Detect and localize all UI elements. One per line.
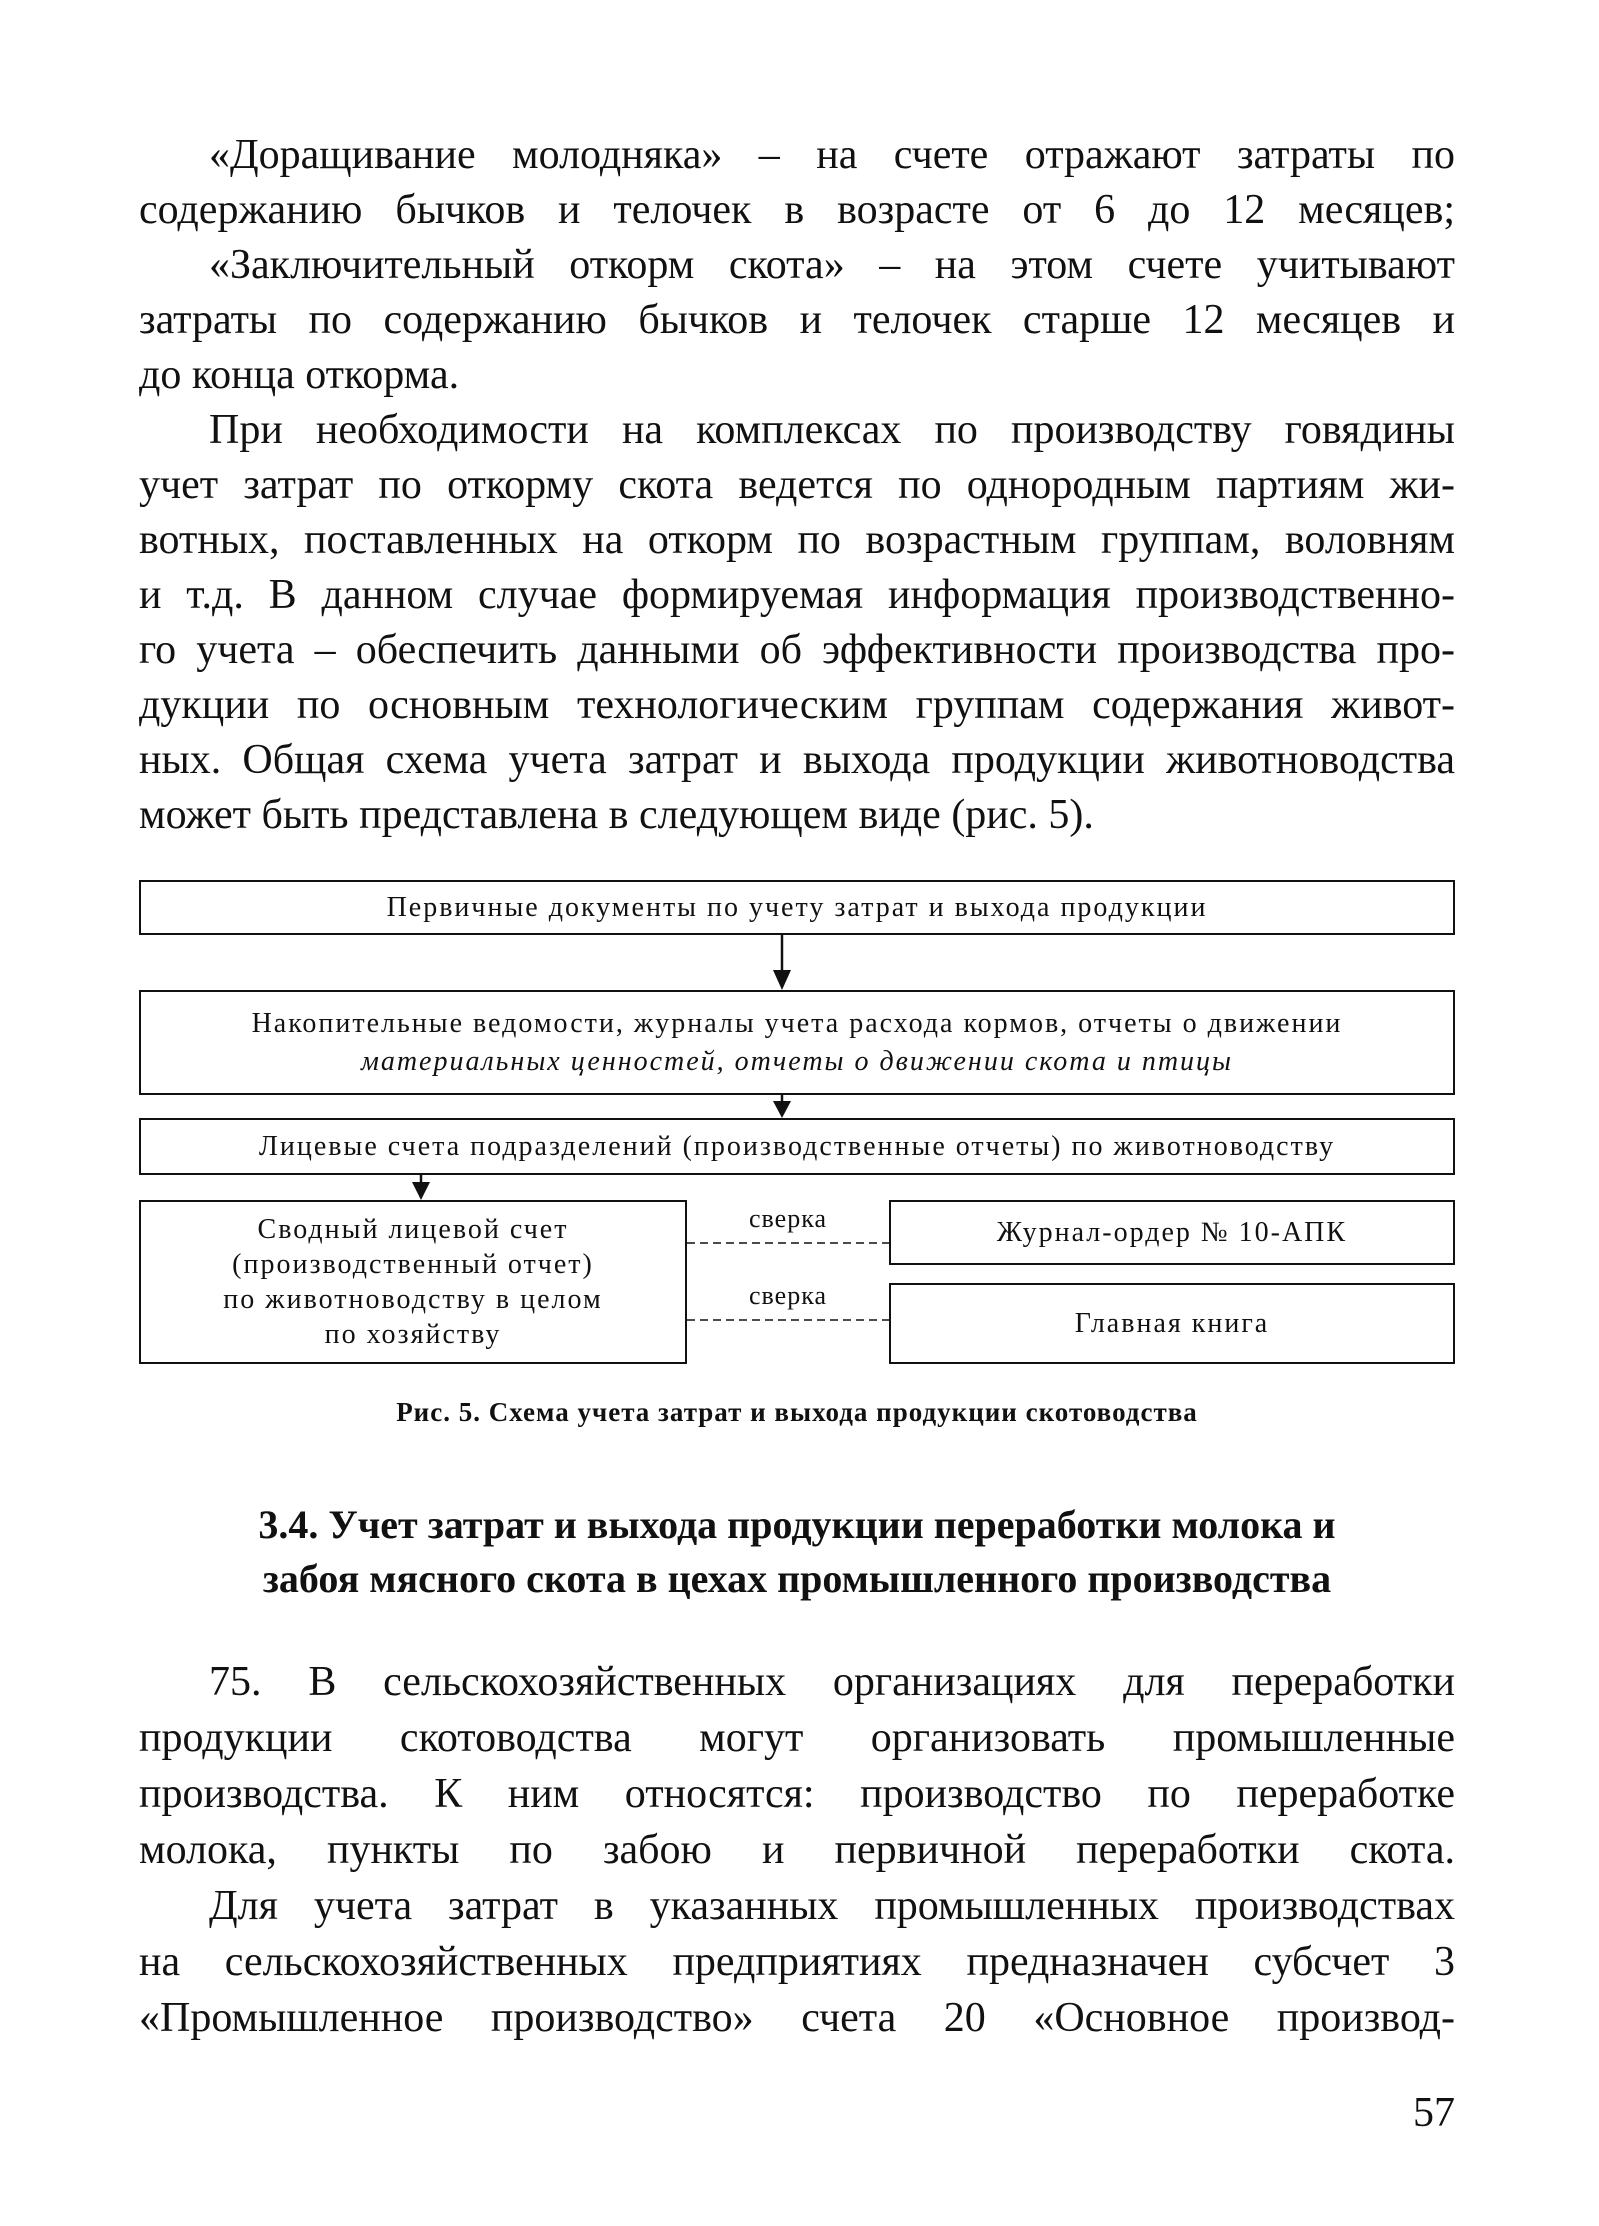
paragraph-75 [139,1654,1455,1878]
section-heading [139,1498,1455,1606]
box-label: Журнал-ордер № 10-АПК [996,1216,1348,1248]
text-line: производства. К ним относятся: производство по переработке [139,1771,1455,1817]
text-line: продукции скотоводства могут организовать промышленные [139,1715,1455,1761]
text-line: молока, пункты по забою и первичной переработки скота. [139,1827,1455,1873]
box-label-line: Сводный лицевой счет [257,1214,569,1245]
text-line: вотных, поставленных на откорм по возрастным группам, воловням [139,517,1455,563]
reconciliation-label: сверка [749,1281,827,1310]
text-line: При необходимости на комплексах по производству говядины [209,407,1455,453]
text-line: и т.д. В данном случае формируемая информация производственно- [139,572,1455,618]
text-line: го учета – обеспечить данными об эффективности производства про- [139,627,1455,673]
text-line: содержанию бычков и телочек в возрасте от 6 до 12 месяцев; [139,187,1455,233]
box-label: Первичные документы по учету затрат и выхода продукции [386,891,1208,923]
box-label-line: Накопительные ведомости, журналы учета расхода кормов, отчеты о движении [251,1007,1343,1039]
text-line: на сельскохозяйственных предприятиях предназначен субсчет 3 [139,1939,1455,1985]
box-primary-documents [139,880,1455,935]
box-personal-accounts [139,1118,1455,1175]
box-label: Лицевые счета подразделений (производственные отчеты) по животноводству [258,1130,1336,1162]
text-line: дукции по основным технологическим группам содержания живот- [139,682,1455,728]
paragraph-cost-accounting [139,1878,1455,2046]
box-general-ledger [889,1283,1455,1364]
text-line: «Заключительный откорм скота» – на этом счете учитывают [209,242,1455,288]
body-text-top [139,128,1455,843]
text-line: «Доращивание молодняка» – на счете отражают затраты по [209,132,1455,178]
box-label-line: по животноводству в целом [223,1284,603,1315]
arrow-down-icon [773,935,791,990]
box-label-line: по хозяйству [324,1319,502,1350]
box-label-line: материальных ценностей, отчеты о движении скота и птицы [360,1045,1234,1077]
paragraph-rearing-young [139,128,1455,238]
paragraph-beef-complexes [139,403,1455,843]
body-text-bottom [139,1654,1455,2046]
arrow-down-icon [773,1095,791,1118]
page-number: 57 [1413,2090,1455,2136]
text-line: Для учета затрат в указанных промышленных производствах [209,1883,1455,1929]
paragraph-final-fattening [139,238,1455,403]
text-line: 75. В сельскохозяйственных организациях для переработки [209,1659,1455,1705]
heading-line: забоя мясного скота в цехах промышленного производства [262,1556,1332,1601]
text-line: «Промышленное производство» счета 20 «Основное производ- [139,1995,1455,2041]
reconciliation-label: сверка [749,1204,827,1233]
text-line: учет затрат по откорму скота ведется по однородным партиям жи- [139,462,1455,508]
box-accumulative-statements [139,990,1455,1095]
text-line: ных. Общая схема учета затрат и выхода продукции животноводства [139,737,1455,783]
box-label-line: (производственный отчет) [232,1249,594,1280]
figure-caption: Рис. 5. Схема учета затрат и выхода продукции скотоводства [396,1397,1198,1427]
text-line: может быть представлена в следующем виде (рис. 5). [139,792,1094,838]
box-label: Главная книга [1074,1307,1270,1339]
text-line: до конца откорма. [139,352,460,398]
box-summary-account [139,1200,687,1364]
heading-line: 3.4. Учет затрат и выхода продукции переработки молока и [258,1502,1336,1547]
arrow-down-icon [412,1175,430,1200]
box-journal-order [889,1200,1455,1265]
text-line: затраты по содержанию бычков и телочек старше 12 месяцев и [139,297,1455,343]
